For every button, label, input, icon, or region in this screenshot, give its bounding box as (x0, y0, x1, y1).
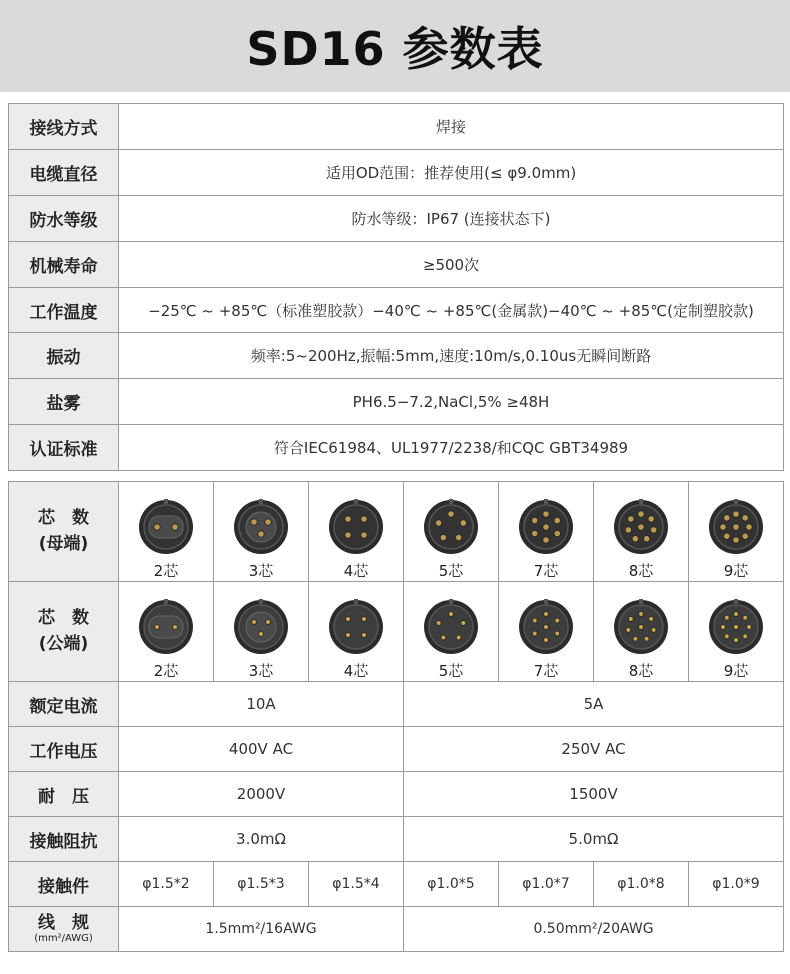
withstand-voltage-group-b: 1500V (404, 772, 784, 817)
female-pin-cell (119, 482, 214, 582)
spec-label: 电缆直径 (9, 149, 119, 195)
spec-value: 焊接 (119, 104, 784, 150)
spec-label: 认证标准 (9, 425, 119, 471)
wire-gauge-group-b: 0.50mm²/20AWG (404, 907, 784, 952)
spec-value: ≥500次 (119, 241, 784, 287)
male-connector-icon (422, 598, 480, 656)
wire-gauge-label: 线 规 (38, 912, 89, 933)
contact-spec-cell: φ1.0*5 (404, 862, 499, 907)
female-pin-cell (594, 482, 689, 582)
contact-resistance-group-a: 3.0mΩ (119, 817, 404, 862)
spec-row (9, 149, 784, 195)
spec-row (9, 195, 784, 241)
spec-value: −25℃ ~ +85℃（标准塑胶款）−40℃ ~ +85℃(金属款)−40℃ ~ +85℃(定制塑胶款) (119, 287, 784, 333)
contact-resistance-row (9, 817, 784, 862)
female-pins-header (9, 482, 119, 582)
contacts-row (9, 862, 784, 907)
male-pins-row (9, 582, 784, 682)
male-pin-cell (689, 582, 784, 682)
spec-value: 防水等级：IP67 (连接状态下) (119, 195, 784, 241)
female-connector-icon (707, 498, 765, 556)
title-banner (0, 0, 790, 92)
male-pin-cell (214, 582, 309, 682)
female-pin-cell (214, 482, 309, 582)
pin-count-label: 9芯 (723, 562, 749, 580)
male-connector-icon (707, 598, 765, 656)
pin-count-label: 3芯 (248, 562, 274, 580)
contact-resistance-label: 接触阻抗 (9, 817, 119, 862)
spec-value: 适用OD范围：推荐使用(≤ φ9.0mm) (119, 149, 784, 195)
contact-spec-cell: φ1.0*8 (594, 862, 689, 907)
contacts-label: 接触件 (9, 862, 119, 907)
spec-label: 盐雾 (9, 379, 119, 425)
spec-label: 机械寿命 (9, 241, 119, 287)
male-connector-icon (612, 598, 670, 656)
rated-current-group-a: 10A (119, 682, 404, 727)
page-title: SD16 参数表 (246, 22, 544, 76)
wire-gauge-row (9, 907, 784, 952)
contact-spec-cell: φ1.0*9 (689, 862, 784, 907)
female-pins-label: 芯 数 (38, 508, 89, 528)
pin-count-label: 7芯 (533, 662, 559, 680)
pin-count-label: 5芯 (438, 662, 464, 680)
male-connector-icon (232, 598, 290, 656)
contact-spec-cell: φ1.5*2 (119, 862, 214, 907)
male-pin-cell (499, 582, 594, 682)
male-pin-cell (119, 582, 214, 682)
spec-row (9, 241, 784, 287)
female-connector-icon (517, 498, 575, 556)
rated-current-label: 额定电流 (9, 682, 119, 727)
spec-label: 防水等级 (9, 195, 119, 241)
contact-spec-cell: φ1.5*4 (309, 862, 404, 907)
male-connector-icon (517, 598, 575, 656)
spec-row (9, 287, 784, 333)
spec-row (9, 104, 784, 150)
female-pin-cell (689, 482, 784, 582)
rated-current-group-b: 5A (404, 682, 784, 727)
contact-resistance-group-b: 5.0mΩ (404, 817, 784, 862)
spec-row (9, 379, 784, 425)
female-connector-icon (137, 498, 195, 556)
wire-gauge-unit: (mm²/AWG) (34, 933, 93, 945)
female-connector-icon (612, 498, 670, 556)
withstand-voltage-label: 耐 压 (9, 772, 119, 817)
female-connector-icon (232, 498, 290, 556)
pin-count-label: 5芯 (438, 562, 464, 580)
female-pin-cell (499, 482, 594, 582)
working-voltage-group-b: 250V AC (404, 727, 784, 772)
connector-grid-table (8, 481, 784, 952)
female-connector-icon (422, 498, 480, 556)
male-pin-cell (404, 582, 499, 682)
rated-current-row (9, 682, 784, 727)
spec-label: 振动 (9, 333, 119, 379)
working-voltage-label: 工作电压 (9, 727, 119, 772)
male-pins-header (9, 582, 119, 682)
pin-count-label: 9芯 (723, 662, 749, 680)
wire-gauge-group-a: 1.5mm²/16AWG (119, 907, 404, 952)
pin-count-label: 4芯 (343, 662, 369, 680)
female-pin-cell (309, 482, 404, 582)
pin-count-label: 4芯 (343, 562, 369, 580)
male-pin-cell (594, 582, 689, 682)
female-pins-row (9, 482, 784, 582)
contact-spec-cell: φ1.5*3 (214, 862, 309, 907)
male-pins-label: 芯 数 (38, 608, 89, 628)
pin-count-label: 8芯 (628, 562, 654, 580)
pin-count-label: 2芯 (153, 562, 179, 580)
male-connector-icon (137, 598, 195, 656)
pin-count-label: 3芯 (248, 662, 274, 680)
working-voltage-group-a: 400V AC (119, 727, 404, 772)
spec-value: 符合IEC61984、UL1977/2238/和CQC GBT34989 (119, 425, 784, 471)
female-pin-cell (404, 482, 499, 582)
male-pin-cell (309, 582, 404, 682)
spec-row (9, 425, 784, 471)
spec-row (9, 333, 784, 379)
pin-count-label: 2芯 (153, 662, 179, 680)
spec-label: 工作温度 (9, 287, 119, 333)
spec-table (8, 103, 784, 471)
spec-value: PH6.5−7.2,NaCl,5% ≥48H (119, 379, 784, 425)
female-pins-sublabel: (母端) (38, 533, 89, 554)
spec-label: 接线方式 (9, 104, 119, 150)
female-connector-icon (327, 498, 385, 556)
male-connector-icon (327, 598, 385, 656)
male-pins-sublabel: (公端) (38, 633, 89, 654)
wire-gauge-header (9, 907, 119, 952)
contact-spec-cell: φ1.0*7 (499, 862, 594, 907)
withstand-voltage-row (9, 772, 784, 817)
working-voltage-row (9, 727, 784, 772)
pin-count-label: 7芯 (533, 562, 559, 580)
pin-count-label: 8芯 (628, 662, 654, 680)
withstand-voltage-group-a: 2000V (119, 772, 404, 817)
spec-value: 频率:5~200Hz,振幅:5mm,速度:10m/s,0.10us无瞬间断路 (119, 333, 784, 379)
